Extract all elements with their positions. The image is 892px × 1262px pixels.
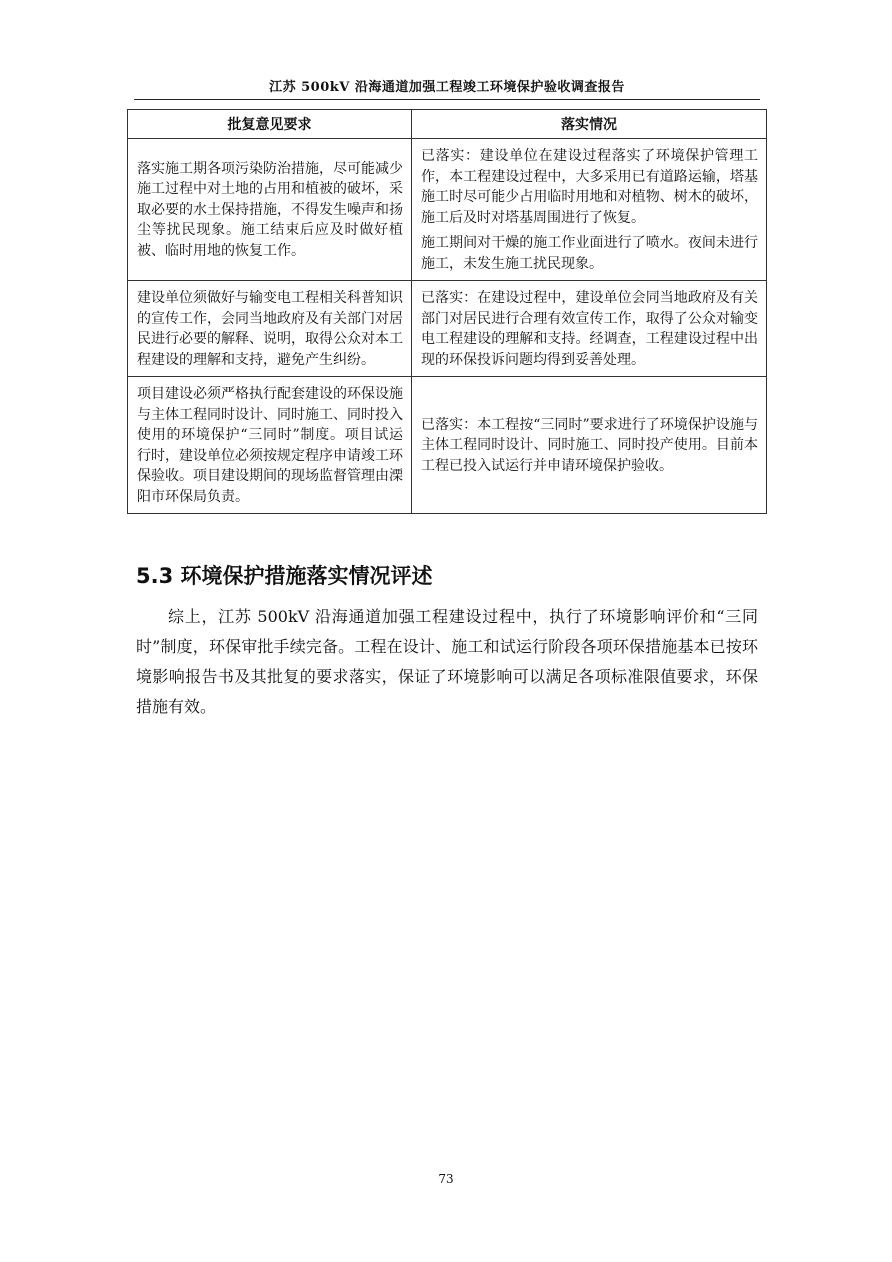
status-paragraph: 已落实：在建设过程中，建设单位会同当地政府及有关部门对居民进行合理有效宣传工作，取得了公众对输变电工程建设的理解和支持。经调查，工程建设过程中出现的环保投诉问题均得到妥善处理。 [421,290,758,368]
section-heading [136,560,433,590]
column-header-status: 落实情况 [412,110,767,139]
section-number: 5.3 [136,564,174,588]
table-row [128,139,767,281]
status-paragraph: 已落实：本工程按“三同时”要求进行了环境保护设施与主体工程同时设计、同时施工、同时投产使用。目前本工程已投入试运行并申请环境保护验收。 [421,416,758,474]
requirement-cell: 建设单位须做好与输变电工程相关科普知识的宣传工作，会同当地政府及有关部门对居民进行必要的解释、说明，取得公众对本工程建设的理解和支持，避免产生纠纷。 [128,281,412,377]
approval-implementation-table [127,109,767,514]
table-row [128,377,767,514]
summary-paragraph: 综上，江苏 500kV 沿海通道加强工程建设过程中，执行了环境影响评价和“三同时”制度，环保审批手续完备。工程在设计、施工和试运行阶段各项环保措施基本已按环境影响报告书及其批复的要求落实，保证了环境影响可以满足各项标准限值要求，环保措施有效。 [136,607,758,716]
requirement-cell: 项目建设必须严格执行配套建设的环保设施与主体工程同时设计、同时施工、同时投入使用的环境保护“三同时”制度。项目试运行时，建设单位必须按规定程序申请竣工环保验收。项目建设期间的现场监督管理由溧阳市环保局负责。 [128,377,412,514]
status-cell [412,281,767,377]
column-header-requirement: 批复意见要求 [128,110,412,139]
header-rule [134,99,760,100]
table-header-row [128,110,767,139]
running-header: 江苏 500kV 沿海通道加强工程竣工环境保护验收调查报告 [269,80,625,95]
status-cell [412,139,767,281]
status-paragraph: 施工期间对干燥的施工作业面进行了喷水。夜间未进行施工，未发生施工扰民现象。 [421,235,758,272]
status-cell [412,377,767,514]
page-number: 73 [438,1172,454,1186]
section-title: 环境保护措施落实情况评述 [180,564,433,588]
status-paragraph: 已落实：建设单位在建设过程落实了环境保护管理工作，本工程建设过程中，大多采用已有道路运输，塔基施工时尽可能少占用临时用地和对植物、树木的破坏，施工后及时对塔基周围进行了恢复。 [421,148,758,226]
requirement-cell: 落实施工期各项污染防治措施，尽可能减少施工过程中对土地的占用和植被的破坏，采取必要的水土保持措施，不得发生噪声和扬尘等扰民现象。施工结束后应及时做好植被、临时用地的恢复工作。 [128,139,412,281]
table-row [128,281,767,377]
